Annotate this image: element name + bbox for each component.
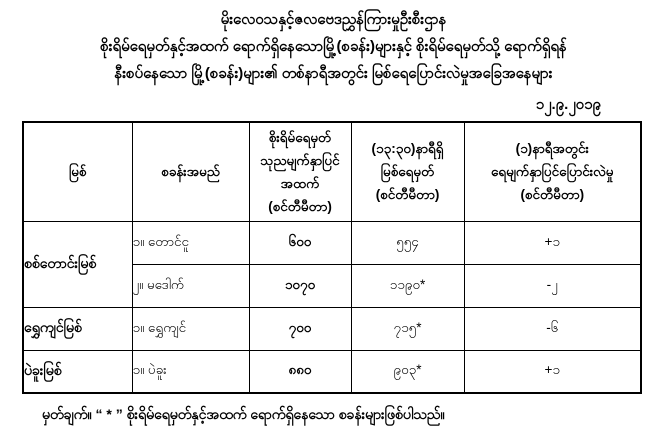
water-level-cell: ၇၁၅* xyxy=(351,307,464,350)
water-level-cell: ၅၅၄ xyxy=(351,221,464,264)
col-header-current-level: (၁၃:၃၀)နာရီရှိ မြစ်ရေမှတ် (စင်တီမီတာ) xyxy=(351,122,464,221)
water-level-cell: ၁၁၉၀* xyxy=(351,264,464,307)
title-line-1: မိုးလေဝသနှင့်ဇလဗေဒညွှန်ကြားမှုဦးစီးဌာန xyxy=(220,11,447,28)
footnote: မှတ်ချက်။ “ * ” စိုးရိမ်ရေမှတ်နှင့်အထက် ရောက်ရှိနေသော စခန်းများဖြစ်ပါသည်။ xyxy=(42,406,445,422)
table-header-row xyxy=(23,122,641,221)
title-line-2: စိုးရိမ်ရေမှတ်နှင့်အထက် ရောက်ရှိနေသောမြို့(စခန်း)များနှင့် စိုးရိမ်ရေမှတ်သို့ ရောက်ရှိရန် xyxy=(100,38,567,55)
change-cell: +၁ xyxy=(464,350,641,393)
water-level-cell: ၉၀၃* xyxy=(351,350,464,393)
danger-level-cell: ၇၀၀ xyxy=(249,307,351,350)
change-cell: -၆ xyxy=(464,307,641,350)
river-name-cell: ရွှေကျင်မြစ် xyxy=(23,307,132,350)
station-cell: ၁။ ရွှေကျင် xyxy=(132,307,249,350)
danger-level-cell: ၆၀၀ xyxy=(249,221,351,264)
table-row xyxy=(23,350,641,393)
river-water-level-table xyxy=(22,121,642,394)
report-date: ၁၂.၉.၂၀၁၉ xyxy=(535,96,601,113)
table-row xyxy=(23,221,641,264)
station-cell: ၂။ မဒေါက် xyxy=(132,264,249,307)
col-header-river: မြစ် xyxy=(23,122,132,221)
change-cell: -၂ xyxy=(464,264,641,307)
danger-level-cell: ၈၈၀ xyxy=(249,350,351,393)
station-cell: ၁။ ပဲခူး xyxy=(132,350,249,393)
col-header-danger-level: စိုးရိမ်ရေမှတ် သုညမျက်နှာပြင် အထက် (စင်တီမီတာ) xyxy=(249,122,351,221)
river-name-cell: ပဲခူးမြစ် xyxy=(23,350,132,393)
col-header-hourly-change: (၁)နာရီအတွင်း ရေမျက်နှာပြင်ပြောင်းလဲမှု (စင်တီမီတာ) xyxy=(464,122,641,221)
river-name-cell: စစ်တောင်းမြစ် xyxy=(23,221,132,307)
change-cell: +၁ xyxy=(464,221,641,264)
col-header-station-name: စခန်းအမည် xyxy=(132,122,249,221)
title-line-3: နီးစပ်နေသော မြို့(စခန်း)များ၏ တစ်နာရီအတွင်း မြစ်ရေပြောင်းလဲမှုအခြေအနေများ xyxy=(114,65,553,82)
danger-level-cell: ၁၀၇၀ xyxy=(249,264,351,307)
station-cell: ၁။ တောင်ငူ xyxy=(132,221,249,264)
document-title xyxy=(0,0,667,87)
table-row xyxy=(23,307,641,350)
